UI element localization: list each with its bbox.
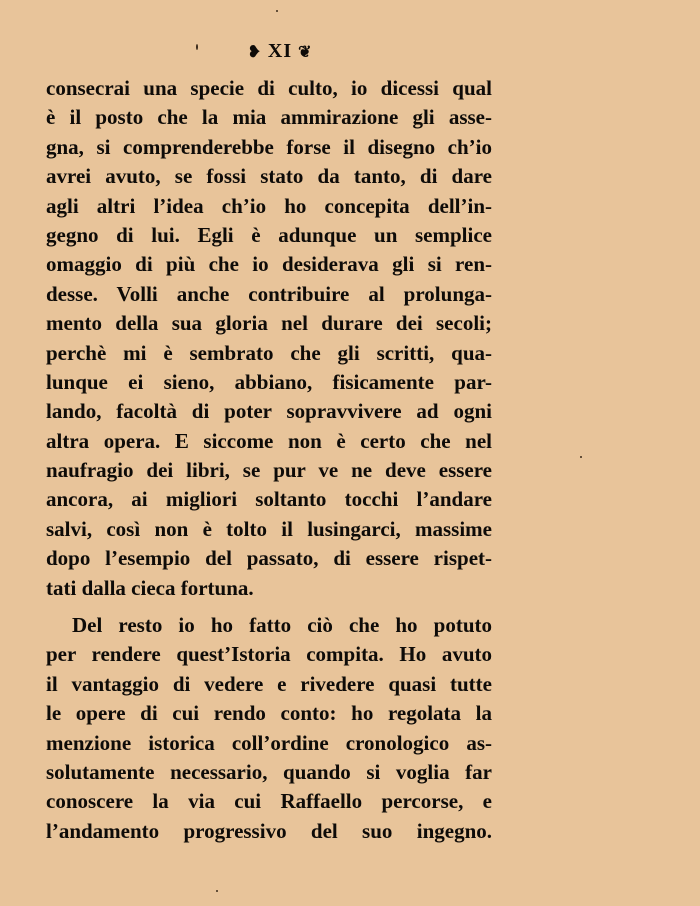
page-numeral: XI — [267, 40, 293, 62]
text-line: mento della sua gloria nel durare dei secoli; — [46, 311, 492, 336]
text-line: le opere di cui rendo conto: ho regolata la — [46, 701, 492, 726]
ink-speck — [216, 890, 218, 892]
text-line: lando, facoltà di poter sopravvivere ad ogni — [46, 399, 492, 424]
text-line: salvi, così non è tolto il lusingarci, massime — [46, 516, 492, 541]
paragraph-2 — [46, 611, 492, 846]
paragraph-gap — [46, 603, 492, 611]
text-line: Del resto io ho fatto ciò che ho potuto — [72, 613, 492, 638]
left-ornament-icon: ❥ — [247, 44, 262, 61]
text-line: avrei avuto, se fossi stato da tanto, di dare — [46, 164, 492, 189]
page-number-header — [0, 40, 560, 63]
text-line: altra opera. E siccome non è certo che nel — [46, 428, 492, 453]
text-line: consecrai una specie di culto, io dicessi qual — [46, 76, 492, 100]
text-line: ancora, ai migliori soltanto tocchi l’andare — [46, 487, 492, 512]
text-line: è il posto che la mia ammirazione gli asse- — [46, 105, 492, 130]
text-line: conoscere la via cui Raffaello percorse, e — [46, 789, 492, 814]
right-ornament-icon: ❦ — [298, 44, 313, 61]
text-line: gegno di lui. Egli è adunque un semplice — [46, 222, 492, 247]
text-line: l’andamento progressivo del suo ingegno. — [46, 818, 492, 843]
paragraph-1 — [46, 74, 492, 603]
body-text — [46, 74, 492, 846]
text-line: solutamente necessario, quando si voglia far — [46, 759, 492, 784]
text-line: dopo l’esempio del passato, di essere rispet- — [46, 546, 492, 571]
text-line: per rendere quest’Istoria compita. Ho avuto — [46, 642, 492, 667]
text-line: gna, si comprenderebbe forse il disegno ch’io — [46, 134, 492, 159]
text-line: agli altri l’idea ch’io ho concepita dell’in- — [46, 193, 492, 218]
text-line: menzione istorica coll’ordine cronologico as- — [46, 730, 492, 755]
text-line: naufragio dei libri, se pur ve ne deve essere — [46, 458, 492, 483]
text-line: perchè mi è sembrato che gli scritti, qua- — [46, 340, 492, 365]
text-line: desse. Volli anche contribuire al prolunga- — [46, 281, 492, 306]
text-line: lunque ei sieno, abbiano, fisicamente par- — [46, 369, 492, 394]
ink-speck — [580, 456, 582, 458]
text-line: il vantaggio di vedere e rivedere quasi tutte — [46, 671, 492, 696]
text-line: tati dalla cieca fortuna. — [46, 575, 254, 600]
text-line: omaggio di più che io desiderava gli si ren- — [46, 252, 492, 277]
ink-speck — [276, 10, 278, 12]
ink-speck — [196, 44, 198, 50]
